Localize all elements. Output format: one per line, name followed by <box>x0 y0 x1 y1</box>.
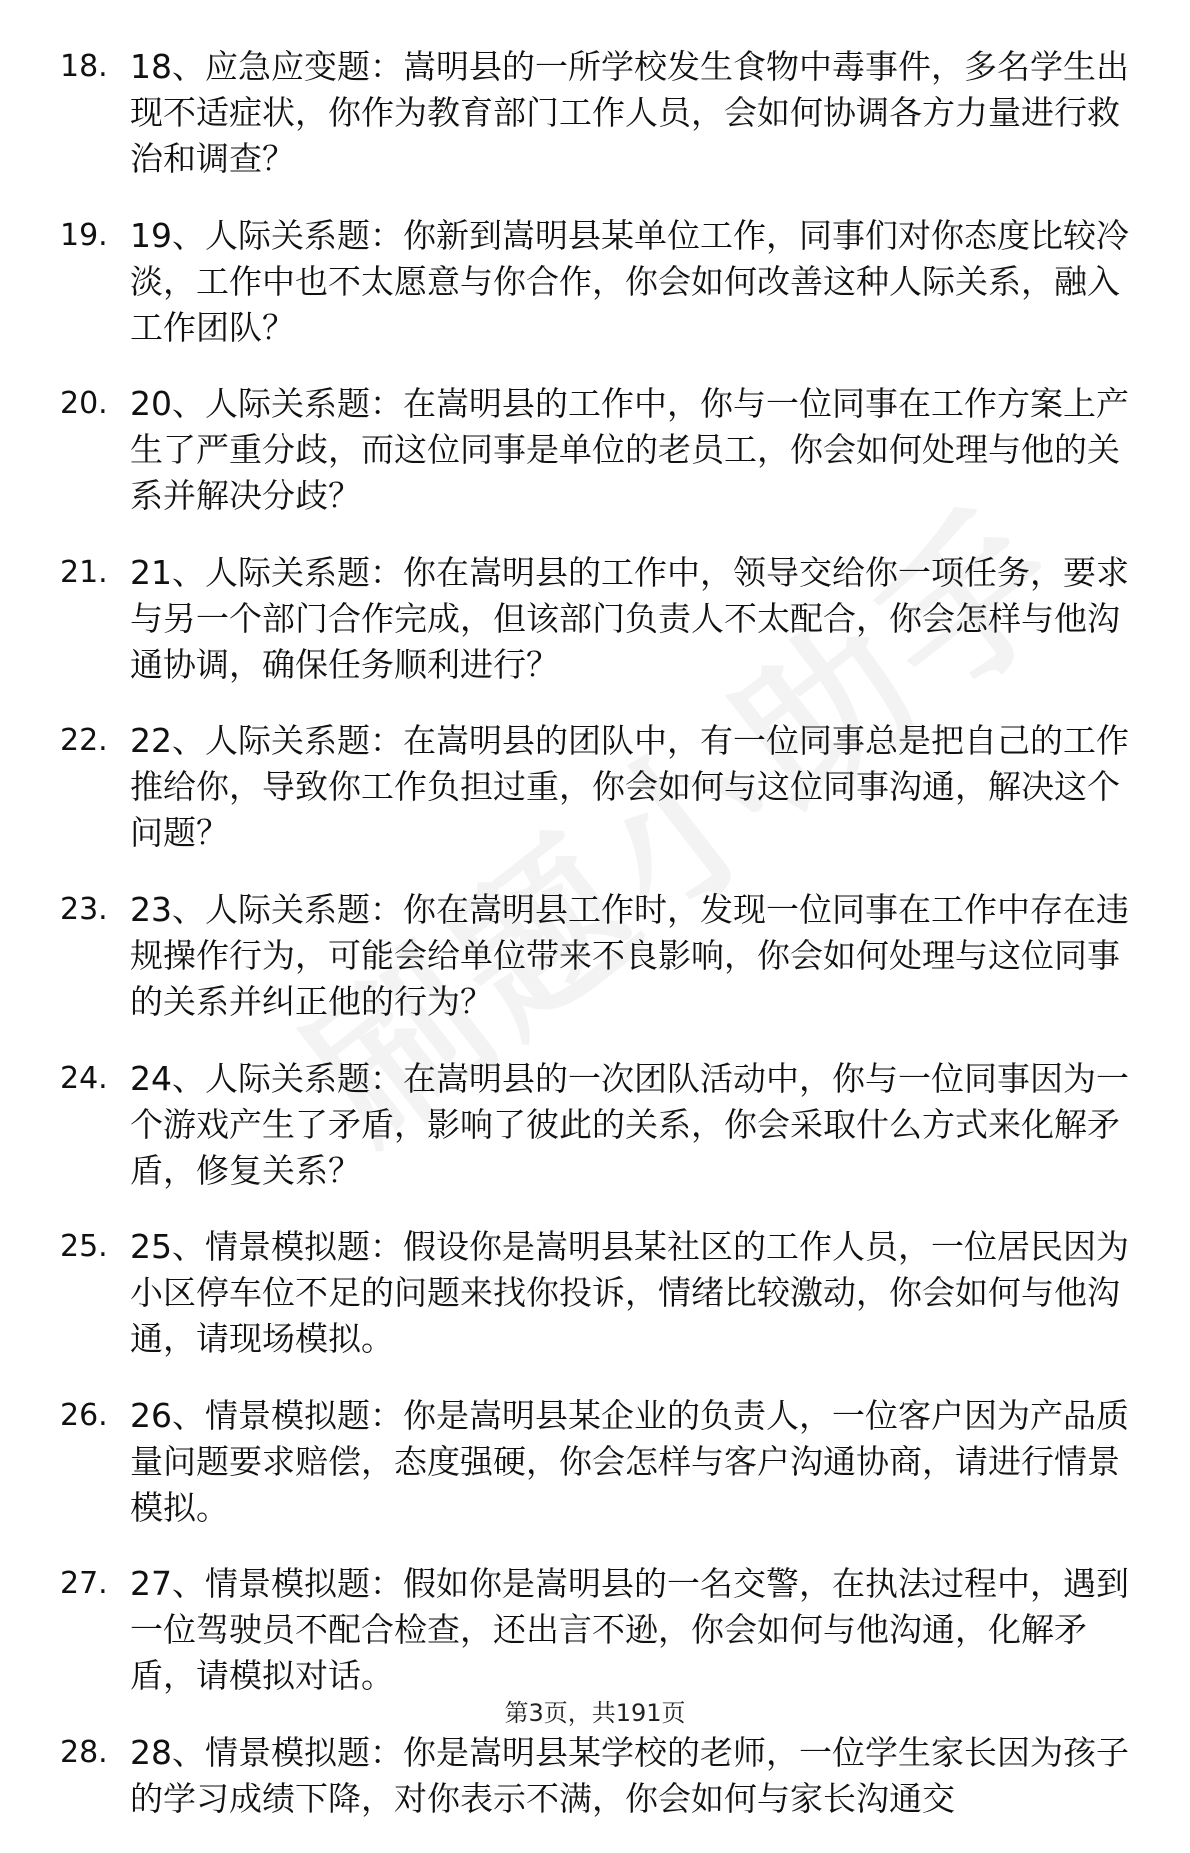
item-number: 22. <box>60 723 108 759</box>
item-number: 24. <box>60 1060 108 1096</box>
list-item <box>60 381 1160 519</box>
list-item <box>60 213 1160 351</box>
item-text: 21、人际关系题：你在嵩明县的工作中，领导交给你一项任务，要求与另一个部门合作完成，但该部门负责人不太配合，你会怎样与他沟通协调，确保任务顺利进行？ <box>130 552 1129 684</box>
item-text: 18、应急应变题：嵩明县的一所学校发生食物中毒事件，多名学生出现不适症状，你作为教育部门工作人员，会如何协调各方力量进行救治和调查？ <box>130 47 1129 178</box>
list-item <box>60 1730 1160 1822</box>
item-text: 24、人际关系题：在嵩明县的一次团队活动中，你与一位同事因为一个游戏产生了矛盾，影响了彼此的关系，你会采取什么方式来化解矛盾，修复关系？ <box>130 1058 1129 1190</box>
list-item <box>60 44 1160 182</box>
list-item <box>60 1224 1160 1362</box>
item-text: 25、情景模拟题：假设你是嵩明县某社区的工作人员，一位居民因为小区停车位不足的问题来找你投诉，情绪比较激动，你会如何与他沟通，请现场模拟。 <box>130 1227 1129 1359</box>
item-number: 27. <box>60 1566 108 1602</box>
page-footer: 第3页，共191页 <box>504 1699 686 1727</box>
item-number: 19. <box>60 217 108 253</box>
item-number: 20. <box>60 386 108 422</box>
item-text: 28、情景模拟题：你是嵩明县某学校的老师，一位学生家长因为孩子的学习成绩下降，对你表示不满，你会如何与家长沟通交 <box>130 1732 1129 1818</box>
item-text: 19、人际关系题：你新到嵩明县某单位工作，同事们对你态度比较冷淡，工作中也不太愿意与你合作，你会如何改善这种人际关系，融入工作团队？ <box>130 215 1129 347</box>
item-number: 25. <box>60 1229 108 1265</box>
list-item <box>60 550 1160 688</box>
item-text: 22、人际关系题：在嵩明县的团队中，有一位同事总是把自己的工作推给你，导致你工作负担过重，你会如何与这位同事沟通，解决这个问题？ <box>130 721 1129 853</box>
item-number: 23. <box>60 891 108 927</box>
item-text: 27、情景模拟题：假如你是嵩明县的一名交警，在执法过程中，遇到一位驾驶员不配合检查，还出言不逊，你会如何与他沟通，化解矛盾，请模拟对话。 <box>130 1564 1129 1696</box>
list-item <box>60 1056 1160 1194</box>
item-number: 28. <box>60 1734 108 1770</box>
item-number: 21. <box>60 554 108 590</box>
item-text: 23、人际关系题：你在嵩明县工作时，发现一位同事在工作中存在违规操作行为，可能会给单位带来不良影响，你会如何处理与这位同事的关系并纠正他的行为？ <box>130 889 1129 1021</box>
list-item <box>60 718 1160 856</box>
item-text: 20、人际关系题：在嵩明县的工作中，你与一位同事在工作方案上产生了严重分歧，而这位同事是单位的老员工，你会如何处理与他的关系并解决分歧？ <box>130 384 1129 516</box>
item-number: 18. <box>60 49 108 84</box>
list-item <box>60 1393 1160 1531</box>
item-number: 26. <box>60 1397 108 1433</box>
list-item <box>60 887 1160 1025</box>
item-text: 26、情景模拟题：你是嵩明县某企业的负责人，一位客户因为产品质量问题要求赔偿，态度强硬，你会怎样与客户沟通协商，请进行情景模拟。 <box>130 1395 1129 1527</box>
list-item <box>60 1561 1160 1699</box>
question-list <box>60 44 1160 1853</box>
